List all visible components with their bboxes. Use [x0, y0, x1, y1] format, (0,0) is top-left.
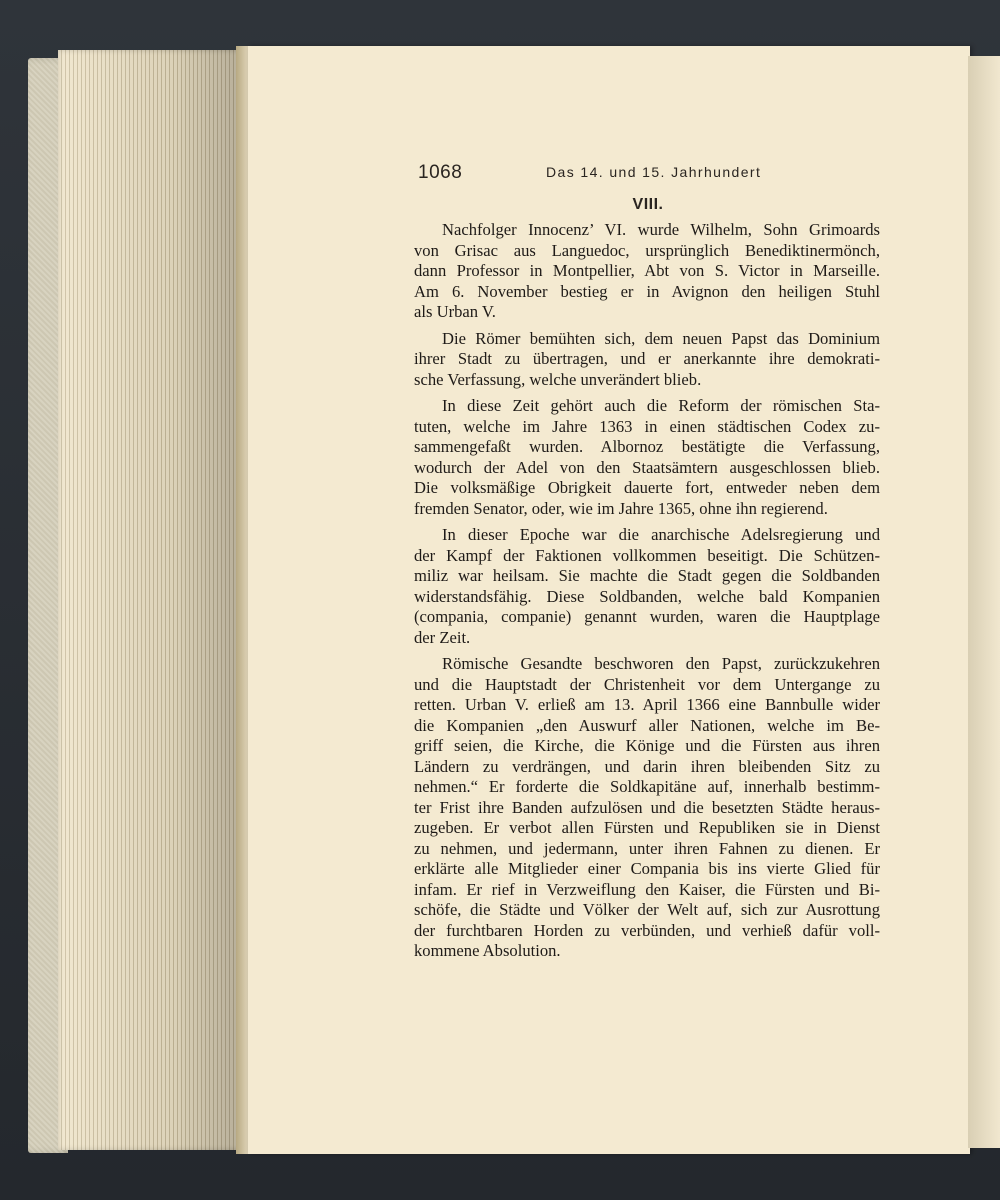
paragraph	[414, 525, 880, 648]
paragraph	[414, 396, 880, 519]
running-head: Das 14. und 15. Jahrhundert	[546, 164, 762, 180]
text-line: Die volksmäßige Obrigkeit dauerte fort, entweder neben dem	[414, 478, 880, 497]
text-line: Römische Gesandte beschworen den Papst, zurückzukehren	[442, 654, 880, 673]
text-line: Am 6. November bestieg er in Avignon den heiligen Stuhl	[414, 281, 880, 301]
text-line: (compania, companie) genannt wurden, waren die Hauptplage	[414, 607, 880, 626]
text-line: zugeben. Er verbot allen Fürsten und Republiken sie in Dienst	[414, 818, 880, 837]
page-header	[418, 162, 888, 192]
text-line: der furchtbaren Horden zu verbünden, und verhieß dafür voll-	[414, 920, 880, 940]
text-line: fremden Senator, oder, wie im Jahre 1365, ohne ihn regierend.	[414, 498, 828, 518]
text-line: griff seien, die Kirche, die Könige und die Fürsten aus ihren	[414, 736, 880, 755]
text-line: kommene Absolution.	[414, 941, 561, 960]
text-line: als Urban V.	[414, 302, 496, 321]
page-edges-stack	[58, 50, 248, 1150]
text-line: In dieser Epoche war die anarchische Adelsregierung und	[442, 525, 880, 544]
page-number: 1068	[418, 162, 463, 183]
section-heading: VIII.	[632, 196, 664, 213]
text-line: der Zeit.	[414, 627, 471, 647]
text-line: Die Römer bemühten sich, dem neuen Papst das Dominium	[442, 328, 880, 348]
paragraph	[414, 220, 880, 323]
text-line: widerstandsfähig. Diese Soldbanden, welche bald Kompanien	[414, 586, 880, 606]
body-text	[414, 220, 880, 968]
next-page-edge	[968, 56, 1000, 1148]
text-line: dann Professor in Montpellier, Abt von S. Victor in Marseille.	[414, 261, 880, 280]
text-line: von Grisac aus Languedoc, ursprünglich Benediktinermönch,	[414, 240, 880, 260]
text-line: tuten, welche im Jahre 1363 in einen städtischen Codex zu-	[414, 416, 880, 436]
text-line: der Kampf der Faktionen vollkommen beseitigt. Die Schützen-	[414, 545, 880, 565]
text-line: Nachfolger Innocenz’ VI. wurde Wilhelm, Sohn Grimoards	[442, 220, 880, 239]
text-line: ihrer Stadt zu übertragen, und er anerkannte ihre demokrati-	[414, 349, 880, 368]
text-line: und die Hauptstadt der Christenheit vor dem Untergange zu	[414, 674, 880, 694]
text-line: sche Verfassung, welche unverändert blieb.	[414, 369, 702, 389]
text-line: erklärte alle Mitglieder einer Compania bis ins vierte Glied für	[414, 859, 880, 878]
text-line: sammengefaßt wurden. Albornoz bestätigte die Verfassung,	[414, 437, 880, 456]
text-line: die Kompanien „den Auswurf aller Nationen, welche im Be-	[414, 715, 880, 735]
text-line: retten. Urban V. erließ am 13. April 1366 eine Bannbulle wider	[414, 695, 880, 714]
text-line: miliz war heilsam. Sie machte die Stadt gegen die Soldbanden	[414, 566, 880, 585]
text-line: In diese Zeit gehört auch die Reform der römischen Sta-	[442, 396, 880, 415]
text-line: zu nehmen, und jedermann, unter ihren Fahnen zu dienen. Er	[414, 838, 880, 858]
paragraph	[414, 329, 880, 391]
text-line: schöfe, die Städte und Völker der Welt auf, sich zur Ausrottung	[414, 900, 880, 919]
text-line: wodurch der Adel von den Staatsämtern ausgeschlossen blieb.	[414, 457, 880, 477]
text-line: nehmen.“ Er forderte die Soldkapitäne auf, innerhalb bestimm-	[414, 777, 880, 796]
paragraph	[414, 654, 880, 962]
text-line: Ländern zu verdrängen, und darin ihren bleibenden Sitz zu	[414, 756, 880, 776]
text-line: infam. Er rief in Verzweiflung den Kaiser, die Fürsten und Bi-	[414, 879, 880, 899]
text-line: ter Frist ihre Banden aufzulösen und die besetzten Städte heraus-	[414, 797, 880, 817]
